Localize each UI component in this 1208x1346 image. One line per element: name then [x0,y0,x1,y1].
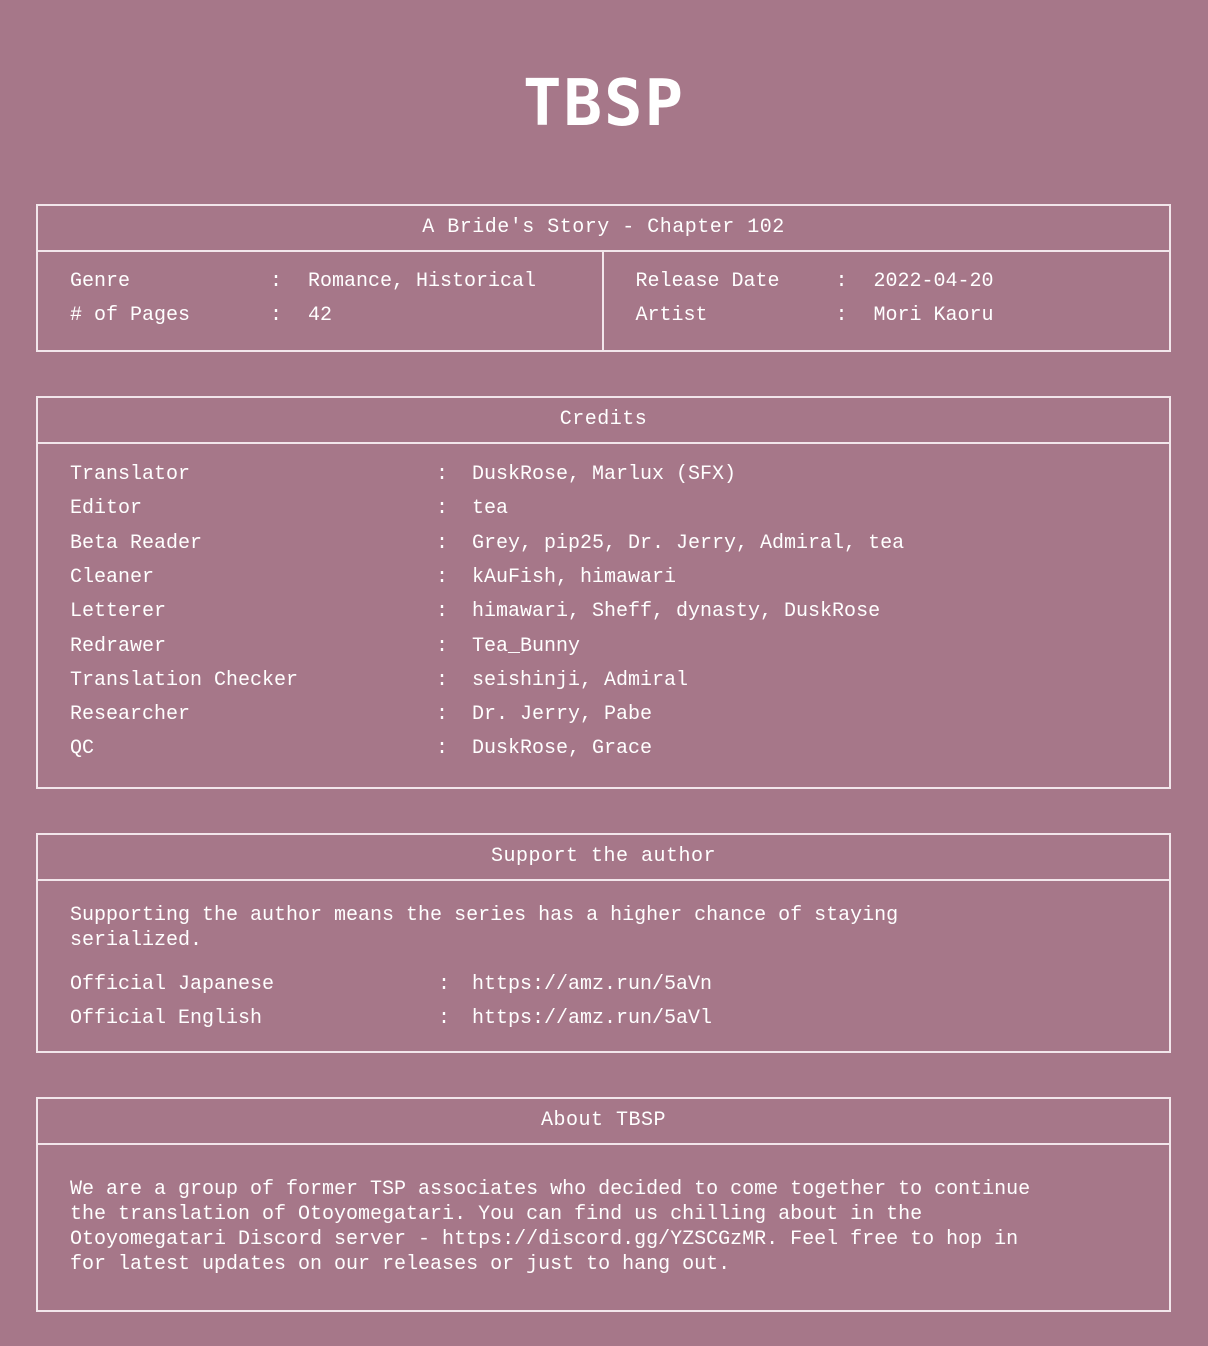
separator: : [438,1007,451,1030]
genre-label: Genre [70,270,131,293]
separator: : [436,600,449,624]
official-english-link[interactable]: https://amz.run/5aVl [472,1007,713,1030]
separator: : [436,737,449,761]
credit-names: DuskRose, Grace [472,737,653,761]
support-title: Support the author [38,835,1169,881]
credit-names: tea [472,497,509,521]
credit-role: Beta Reader [70,531,203,555]
credit-role: Translation Checker [70,668,299,692]
credit-row [70,492,1130,526]
official-japanese-row [70,968,1130,1002]
credit-names: kAuFish, himawari [472,565,677,589]
artist-label: Artist [635,304,708,327]
pages-value: 42 [308,304,333,327]
official-english-row [70,1002,1130,1036]
separator: : [436,565,449,589]
release-value: 2022-04-20 [873,270,994,293]
separator: : [270,270,283,293]
credit-row [70,527,1130,561]
credit-role: Redrawer [70,634,167,658]
credit-role: Letterer [70,600,167,624]
official-japanese-link[interactable]: https://amz.run/5aVn [472,973,713,996]
credit-row [70,698,1130,732]
credit-row [70,561,1130,595]
credit-role: Editor [70,497,143,521]
logo-title: TBSP [522,67,686,141]
chapter-title: A Bride's Story - Chapter 102 [38,206,1169,252]
credit-role: QC [70,737,95,761]
credit-row [70,732,1130,766]
about-text: We are a group of former TSP associates who decided to come together to continue the translation of Otoyomegatari. You can find us chilling about in the Otoyomegatari Discord server - https://discord.gg/YZSCGzMR. Feel free to hop in for latest updates on our releases or just to hang out. [70,1178,1031,1276]
credit-role: Cleaner [70,565,155,589]
credits-title: Credits [38,398,1169,444]
separator: : [835,270,848,293]
separator: : [436,531,449,555]
separator: : [436,463,449,486]
support-text: Supporting the author means the series has a higher chance of staying serialized. [70,904,899,952]
credit-names: DuskRose, Marlux (SFX) [472,463,737,486]
credit-names: himawari, Sheff, dynasty, DuskRose [472,600,881,624]
credit-row [70,664,1130,698]
credit-row [70,458,1130,492]
credit-row [70,595,1130,629]
info-right-column [604,252,1170,350]
separator: : [436,497,449,521]
credit-names: Tea_Bunny [472,634,581,658]
pages-label: # of Pages [70,304,191,327]
official-english-label: Official English [70,1007,263,1030]
official-japanese-label: Official Japanese [70,973,275,996]
credit-names: Grey, pip25, Dr. Jerry, Admiral, tea [472,531,905,555]
credit-row [70,630,1130,664]
about-box [36,1097,1171,1312]
artist-value: Mori Kaoru [873,304,994,327]
about-title: About TBSP [38,1099,1169,1145]
genre-value: Romance, Historical [308,270,537,293]
separator: : [270,304,283,327]
credit-role: Researcher [70,703,191,727]
info-left-column [38,252,604,350]
release-label: Release Date [635,270,780,293]
credit-names: Dr. Jerry, Pabe [472,703,653,727]
separator: : [438,973,451,996]
separator: : [436,634,449,658]
support-box [36,833,1171,1053]
separator: : [436,668,449,692]
credit-names: seishinji, Admiral [472,668,689,692]
separator: : [835,304,848,327]
credits-box [36,396,1171,789]
separator: : [436,703,449,727]
credit-role: Translator [70,463,191,486]
chapter-info-box [36,204,1171,352]
